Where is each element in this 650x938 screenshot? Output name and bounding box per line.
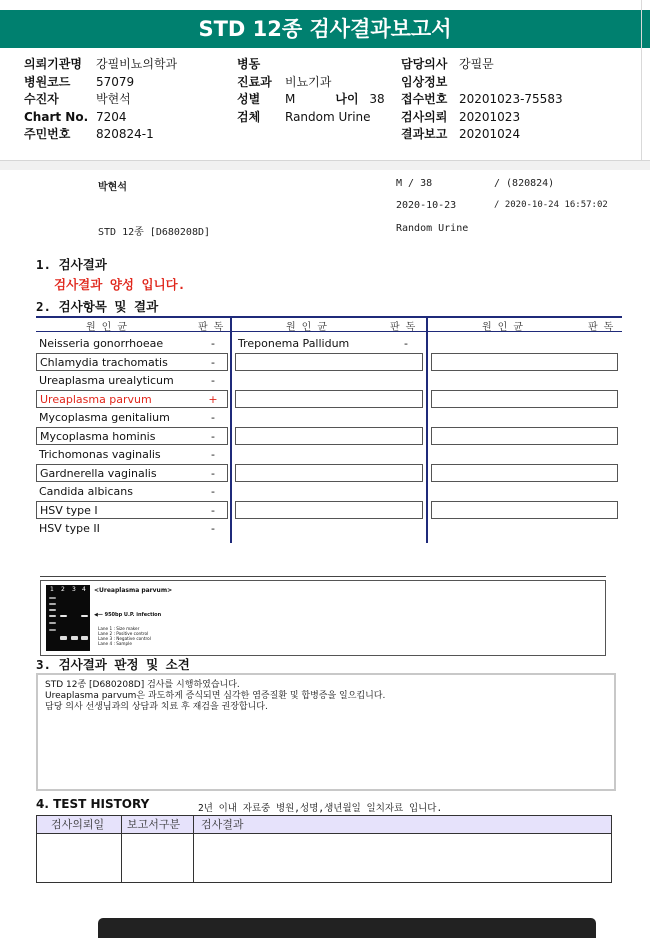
info-row-institution (24, 56, 177, 74)
header-result: 판 독 (390, 322, 416, 333)
gel-band-note: ◀— 950bp U.P. infection (94, 612, 162, 618)
history-col-request-date: 검사의뢰일 (51, 818, 105, 831)
organism-result: - (211, 337, 215, 350)
gel-lane-number: 4 (82, 586, 86, 593)
report-datetime: / 2020-10-24 16:57:02 (494, 200, 608, 210)
history-note: 2년 이내 자료중 병원,성명,생년월일 일치자료 입니다. (198, 803, 443, 814)
organism-result: - (211, 504, 215, 517)
section-1-title: 1. 검사결과 (36, 257, 107, 272)
finding-line: 담당 의사 선생님과의 상담과 치료 후 재검을 권장합니다. (45, 702, 268, 712)
empty-result-cell (235, 353, 423, 371)
primer-band (81, 636, 88, 640)
organism-result: - (211, 356, 215, 369)
organism-row-treponema (235, 335, 423, 353)
patient-name: 박현석 (98, 182, 127, 193)
empty-result-cell (431, 427, 618, 445)
header-organism: 원 인 균 (286, 322, 328, 333)
patient-sex-age: M / 38 (396, 178, 433, 189)
info-label: 결과보고 (401, 127, 448, 141)
info-label: 성별 (237, 92, 261, 106)
ladder-band (49, 622, 56, 624)
organism-row-mycoplasma-genitalium (36, 409, 228, 427)
section-4-title: 4. TEST HISTORY (36, 797, 150, 811)
info-label: 검사의뢰 (401, 109, 448, 124)
organism-name: HSV type II (39, 522, 100, 535)
organism-row-trichomonas (36, 446, 228, 464)
info-row-resident-no (24, 126, 177, 144)
gel-lane-number: 1 (50, 586, 54, 593)
info-value: 20201023 (459, 109, 521, 124)
history-column-divider (193, 816, 194, 882)
gel-title: <Ureaplasma parvum> (94, 587, 173, 594)
items-column-divider (426, 316, 428, 543)
info-value: 비뇨기과 (285, 74, 332, 89)
organism-row-mycoplasma-hominis (36, 427, 228, 445)
organism-result-positive: + (208, 393, 218, 406)
organism-name: HSV type I (40, 504, 98, 517)
info-value: 박현석 (96, 92, 131, 106)
info-row-specimen (237, 109, 385, 127)
info-row-ward (237, 56, 385, 74)
organism-name: Gardnerella vaginalis (40, 467, 157, 480)
info-label: 병원코드 (24, 74, 71, 89)
primer-band (60, 636, 67, 640)
info-row-sex-age (237, 91, 385, 109)
section-separator (0, 160, 650, 170)
finding-line: Ureaplasma parvum은 과도하게 증식되면 심각한 염증질환 및 합병증을 일으킵니다. (45, 691, 386, 701)
gel-section-rule (40, 576, 606, 577)
organism-result: - (211, 430, 215, 443)
organism-row-ureaplasma-urealyticum (36, 372, 228, 390)
info-row-hospital-code (24, 74, 177, 92)
organism-result: - (211, 467, 215, 480)
info-value: 57079 (96, 74, 135, 89)
info-value: 7204 (96, 109, 127, 124)
header-right-border (641, 0, 642, 160)
empty-result-cell (235, 427, 423, 445)
organism-row-candida (36, 483, 228, 501)
organism-row-ureaplasma-parvum (36, 390, 228, 408)
empty-result-cell (431, 390, 618, 408)
organism-result: - (211, 448, 215, 461)
info-value: 강필비뇨의학과 (96, 57, 178, 71)
info-label: 병동 (237, 57, 261, 71)
info-row-department (237, 74, 385, 92)
organism-result: - (211, 485, 215, 498)
info-value: 강필문 (459, 57, 494, 71)
info-row-chart-no (24, 109, 177, 127)
findings-box (36, 673, 616, 791)
empty-result-cell (235, 390, 423, 408)
ladder-band (49, 603, 56, 605)
organism-result: - (211, 522, 215, 535)
info-label: Chart No. (24, 109, 89, 124)
patient-birth: / (820824) (494, 178, 555, 189)
organism-row-neisseria (36, 335, 228, 353)
section-2-title: 2. 검사항목 및 결과 (36, 299, 159, 314)
gel-lane-number: 3 (72, 586, 76, 593)
info-label: 수진자 (24, 92, 59, 106)
gel-lane-label: Lane 3 : Negative control (98, 636, 151, 641)
info-row-reported (401, 126, 563, 144)
info-label: 주민번호 (24, 127, 71, 141)
organism-name: Ureaplasma urealyticum (39, 374, 174, 387)
history-column-divider (121, 816, 122, 882)
organism-name: Treponema Pallidum (238, 337, 350, 350)
history-col-result: 검사결과 (201, 818, 244, 831)
header-organism: 원 인 균 (86, 322, 128, 333)
header-result: 판 독 (588, 322, 614, 333)
history-table (36, 815, 612, 883)
info-label: 접수번호 (401, 92, 448, 106)
organism-name: Mycoplasma genitalium (39, 411, 170, 424)
request-date: 2020-10-23 (396, 200, 457, 211)
positive-result-message: 검사결과 양성 입니다. (54, 277, 186, 292)
organism-row-chlamydia (36, 353, 228, 371)
organism-name: Neisseria gonorrhoeae (39, 337, 164, 350)
empty-result-cell (431, 464, 618, 482)
gel-lane-label: Lane 2 : Positive control (98, 631, 149, 636)
organism-result: - (211, 374, 215, 387)
header-result: 판 독 (198, 322, 224, 333)
info-column-3 (401, 56, 563, 144)
organism-name: Chlamydia trachomatis (40, 356, 168, 369)
sample-band (81, 615, 88, 617)
section-3-title: 3. 검사결과 판정 및 소견 (36, 657, 190, 672)
empty-result-cell (431, 501, 618, 519)
info-row-patient (24, 91, 177, 109)
info-value: 20201024 (459, 127, 521, 141)
items-column-divider (230, 316, 232, 543)
test-code: STD 12종 [D680208D] (98, 227, 211, 238)
viewer-bottom-toolbar[interactable] (98, 918, 596, 938)
organism-row-hsv-2 (36, 520, 228, 538)
info-label: 의뢰기관명 (24, 57, 82, 71)
info-row-clinical-info (401, 74, 563, 92)
organism-name: Mycoplasma hominis (40, 430, 156, 443)
info-row-receipt-no (401, 91, 563, 109)
info-value: 20201023-75583 (459, 92, 563, 106)
organism-name: Candida albicans (39, 485, 133, 498)
ladder-band (49, 609, 56, 611)
history-col-report-type: 보고서구분 (127, 818, 181, 831)
gel-lane-label: Lane 4 : Sample (98, 641, 132, 646)
info-value: Random Urine (285, 109, 371, 124)
info-label: 진료과 (237, 74, 272, 89)
gel-lane-label: Lane 1 : Size maker (98, 626, 140, 631)
empty-result-cell (235, 501, 423, 519)
age-value: 38 (369, 92, 385, 106)
empty-result-cell (431, 353, 618, 371)
info-value: 820824-1 (96, 127, 154, 141)
ladder-band (49, 629, 56, 631)
history-table-header (37, 816, 611, 834)
age-label: 나이 (335, 92, 359, 106)
header-organism: 원 인 균 (482, 322, 524, 333)
specimen-type: Random Urine (396, 223, 469, 234)
info-label: 임상정보 (401, 74, 448, 89)
organism-name: Trichomonas vaginalis (39, 448, 161, 461)
organism-result: - (404, 337, 408, 350)
organism-name: Ureaplasma parvum (40, 393, 152, 406)
info-column-1 (24, 56, 177, 144)
ladder-band (49, 597, 56, 599)
gel-lane-number: 2 (61, 586, 65, 593)
gel-electrophoresis-image (46, 585, 90, 651)
organism-row-gardnerella (36, 464, 228, 482)
report-title: STD 12종 검사결과보고서 (0, 10, 650, 48)
info-label: 검체 (237, 109, 261, 124)
info-label: 담당의사 (401, 57, 448, 71)
primer-band (71, 636, 78, 640)
organism-row-hsv-1 (36, 501, 228, 519)
gel-lane-legend (98, 626, 151, 646)
finding-line: STD 12종 [D680208D] 검사를 시행하였습니다. (45, 680, 240, 690)
positive-control-band (60, 615, 67, 617)
ladder-band (49, 615, 56, 617)
empty-result-cell (235, 464, 423, 482)
info-row-requested (401, 109, 563, 127)
info-row-doctor (401, 56, 563, 74)
organism-result: - (211, 411, 215, 424)
info-value: M (285, 92, 296, 106)
info-column-2 (237, 56, 385, 126)
